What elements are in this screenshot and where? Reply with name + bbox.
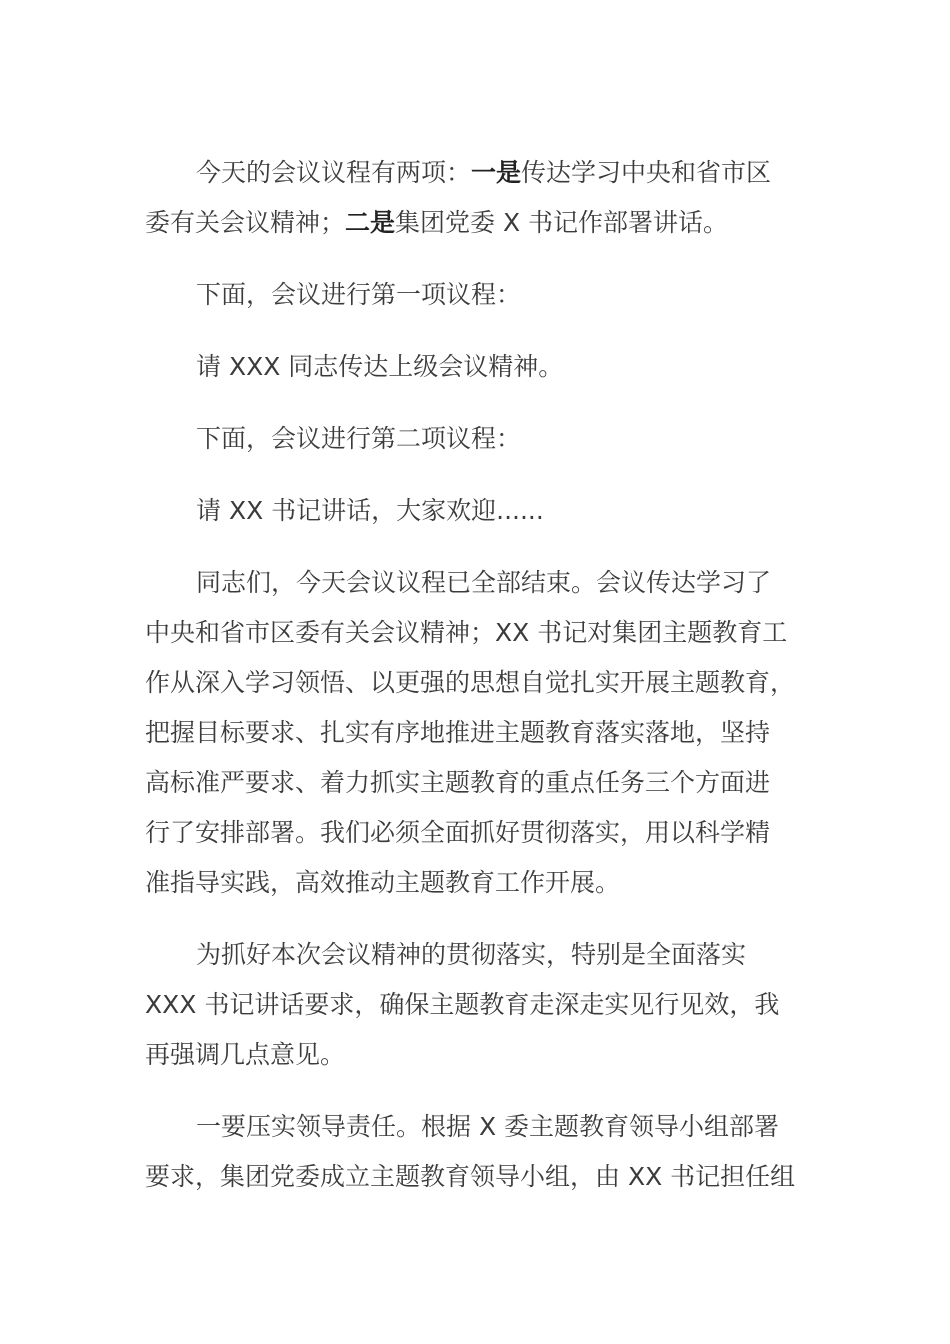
text-segment: 准指导实践，高效推动主题教育工作开展。 [145, 868, 621, 897]
text-segment: 一要压实领导责任。根据 X 委主题教育领导小组部署 [196, 1112, 780, 1141]
text-segment: 请 XXX 同志传达上级会议精神。 [196, 352, 564, 381]
text-segment: 今天的会议议程有两项： [196, 158, 472, 187]
text-segment: 集团党委 X 书记作部署讲话。 [395, 208, 729, 237]
paragraph-6-line-3 [145, 668, 795, 698]
paragraph-6-line-4 [145, 718, 770, 748]
text-segment: 下面，会议进行第一项议程： [196, 280, 522, 309]
paragraph-8-line-1 [196, 1112, 779, 1142]
paragraph-2-line-1 [196, 280, 521, 310]
text-segment: 再强调几点意见。 [145, 1040, 346, 1069]
paragraph-6-line-2 [145, 618, 787, 648]
text-segment: 高标准严要求、着力抓实主题教育的重点任务三个方面进 [145, 768, 771, 797]
paragraph-1-line-2 [145, 208, 728, 238]
paragraph-3-line-1 [196, 352, 563, 382]
text-segment: 传达学习中央和省市区 [521, 158, 772, 187]
text-segment: 委有关会议精神； [145, 208, 346, 237]
paragraph-6-line-1 [196, 568, 771, 598]
paragraph-5-line-1 [196, 496, 544, 526]
paragraph-8-line-2 [145, 1162, 795, 1192]
text-segment: 下面，会议进行第二项议程： [196, 424, 522, 453]
text-segment: 行了安排部署。我们必须全面抓好贯彻落实，用以科学精 [145, 818, 771, 847]
paragraph-7-line-1 [196, 940, 746, 970]
bold-text: 一是 [471, 158, 522, 187]
paragraph-6-line-5 [145, 768, 770, 798]
paragraph-7-line-3 [145, 1040, 345, 1070]
paragraph-1-line-1 [196, 158, 771, 188]
text-segment: 把握目标要求、扎实有序地推进主题教育落实落地，坚持 [145, 718, 771, 747]
paragraph-7-line-2 [145, 990, 779, 1020]
paragraph-6-line-7 [145, 868, 620, 898]
text-segment: XXX 书记讲话要求，确保主题教育走深走实见行见效，我 [145, 990, 780, 1019]
text-segment: 中央和省市区委有关会议精神；XX 书记对集团主题教育工 [145, 618, 788, 647]
paragraph-4-line-1 [196, 424, 521, 454]
text-segment: 作从深入学习领悟、以更强的思想自觉扎实开展主题教育， [145, 668, 796, 697]
text-segment: 为抓好本次会议精神的贯彻落实，特别是全面落实 [196, 940, 747, 969]
text-segment: 请 XX 书记讲话，大家欢迎...... [196, 496, 544, 525]
bold-text: 二是 [345, 208, 396, 237]
text-segment: 要求，集团党委成立主题教育领导小组，由 XX 书记担任组 [145, 1162, 796, 1191]
text-segment: 同志们，今天会议议程已全部结束。会议传达学习了 [196, 568, 772, 597]
paragraph-6-line-6 [145, 818, 770, 848]
